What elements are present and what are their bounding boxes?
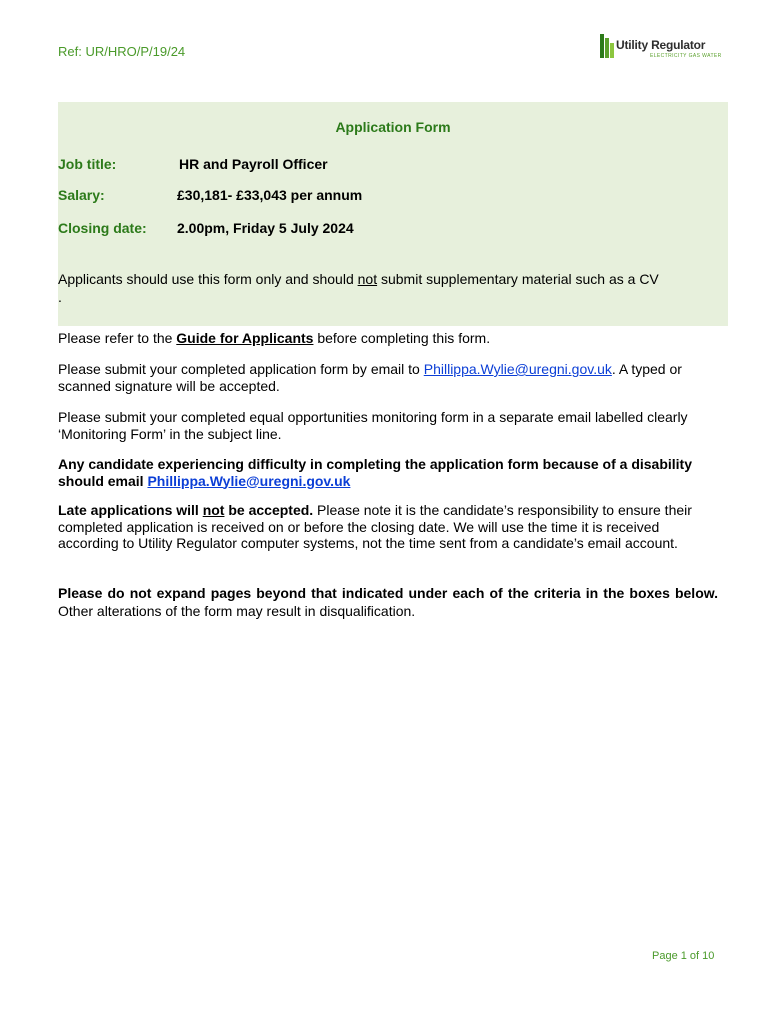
form-title: Application Form <box>335 119 451 135</box>
monitoring-form-paragraph: Please submit your completed equal opportunities monitoring form in a separate email labelled clearly ‘Monitoring Form’ in the subject line. <box>58 409 688 442</box>
document-reference: Ref: UR/HRO/P/19/24 <box>58 44 186 59</box>
logo-tagline: ELECTRICITY GAS WATER <box>650 53 722 59</box>
disability-email-link[interactable]: Phillippa.Wylie@uregni.gov.uk <box>147 472 351 489</box>
late-not-emphasis: not <box>202 502 225 518</box>
closing-date-label: Closing date: <box>58 220 147 236</box>
guide-for-applicants-link[interactable]: Guide for Applicants <box>176 330 314 346</box>
logo-mark-icon <box>598 32 616 60</box>
guide-reference-paragraph: Please refer to the Guide for Applicants before completing this form. <box>58 330 491 346</box>
supplementary-material-note: Applicants should use this form only and should not submit supplementary material such as a CV . <box>58 271 659 305</box>
page-number: Page 1 of 10 <box>652 950 715 962</box>
job-title-value: HR and Payroll Officer <box>179 156 328 172</box>
closing-date-value: 2.00pm, Friday 5 July 2024 <box>177 220 354 236</box>
disability-paragraph: Any candidate experiencing difficulty in completing the application form because of a disability should email Phillippa.Wylie@uregni.gov.uk <box>58 456 693 489</box>
job-title-label: Job title: <box>58 156 117 172</box>
email-link[interactable]: Phillippa.Wylie@uregni.gov.uk <box>423 361 612 377</box>
salary-label: Salary: <box>58 187 105 203</box>
job-summary-panel <box>58 102 728 326</box>
logo-text: Utility Regulator <box>616 38 706 52</box>
page-expansion-paragraph: Please do not expand pages beyond that indicated under each of the criteria in the boxes below. Other alterations of the form may result in disqualification. <box>58 585 718 619</box>
submission-paragraph: Please submit your completed application form by email to Phillippa.Wylie@uregni.gov.uk. A typed or scanned signature will be accepted. <box>58 361 682 394</box>
salary-value: £30,181- £33,043 per annum <box>177 187 363 203</box>
note-emphasis: not <box>357 271 378 287</box>
late-applications-paragraph: Late applications will not be accepted. Please note it is the candidate’s responsibility to ensure their completed application is received on or before the closing date. We will use the time it is received according to Utility Regulator computer systems, not the time sent from a candidate’s email account. <box>58 502 692 551</box>
utility-regulator-logo <box>598 32 722 62</box>
